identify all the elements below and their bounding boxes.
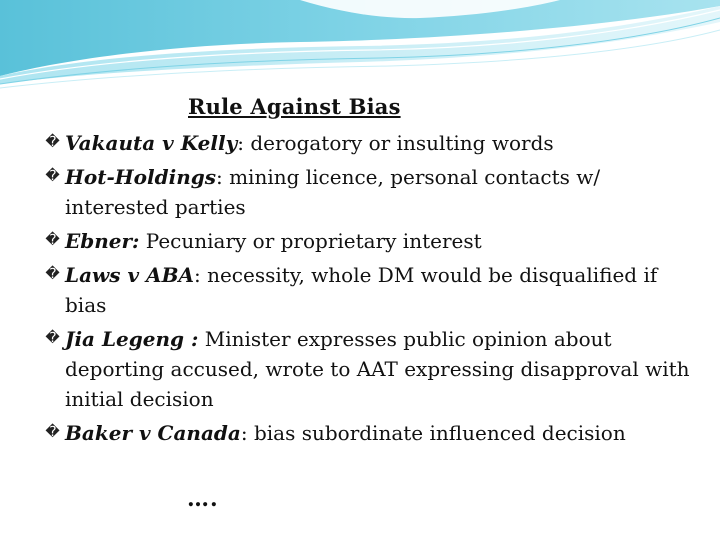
case-summary: Minister expresses public opinion about deporting accused, wrote to AAT expressing disapproval with initial decision: [65, 327, 690, 411]
bullet-list: [44, 128, 696, 452]
case-summary: : necessity, whole DM would be disqualified if bias: [65, 263, 658, 317]
bullet-baker-v-canada: [44, 418, 696, 448]
bullet-glyph-icon: �: [45, 134, 60, 150]
case-name: Hot-Holdings: [65, 165, 216, 189]
bullet-glyph-icon: �: [45, 424, 60, 440]
bullet-glyph-icon: �: [45, 266, 60, 282]
bullet-laws-v-aba: [44, 260, 696, 320]
header-wave-decoration: [0, 0, 720, 90]
case-summary: : mining licence, personal contacts w/ interested parties: [65, 165, 601, 219]
case-name: Baker v Canada: [65, 421, 241, 445]
case-name: Jia Legeng :: [65, 327, 199, 351]
case-summary: : bias subordinate influenced decision: [240, 421, 626, 445]
bullet-jia-legeng: [44, 324, 696, 414]
case-name: Ebner:: [65, 229, 140, 253]
case-summary: Pecuniary or proprietary interest: [139, 229, 482, 253]
bullet-ebner: [44, 226, 696, 256]
trailing-ellipsis: ….: [187, 486, 219, 512]
bullet-glyph-icon: �: [45, 232, 60, 248]
bullet-vakauta-v-kelly: [44, 128, 696, 158]
slide-title: Rule Against Bias: [188, 94, 401, 119]
case-name: Vakauta v Kelly: [65, 131, 238, 155]
bullet-glyph-icon: �: [45, 168, 60, 184]
case-name: Laws v ABA: [65, 263, 194, 287]
case-summary: : derogatory or insulting words: [237, 131, 554, 155]
bullet-glyph-icon: �: [45, 330, 60, 346]
bullet-hot-holdings: [44, 162, 696, 222]
